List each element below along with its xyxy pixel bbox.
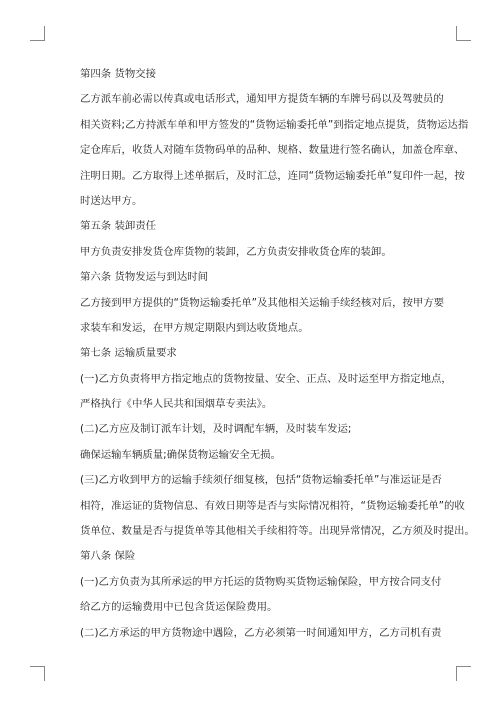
paragraph [80,474,475,538]
document-body [80,68,475,652]
paragraph [80,93,469,208]
paragraph [80,550,420,563]
text-line: 给乙方的运输费用中已包含货运保险费用。 [80,601,278,614]
paragraph [80,220,420,233]
paragraph [80,347,420,360]
text-line: 定仓库后，收货人对随车货物码单的品种、规格、数量进行签名确认，加盖仓库章、 [80,144,465,157]
crop-mark-bottom-right [456,666,471,681]
text-line: 相符，准运证的货物信息、有效日期等是否与实际情况相符，“货物运输委托单”的收 [80,499,465,512]
text-line: 乙方接到甲方提供的“货物运输委托单”及其他相关运输手续经核对后，按甲方要 [80,296,445,309]
text-line: 第六条 货物发运与到达时间 [80,271,208,284]
paragraph [80,296,445,335]
text-line: 甲方负责安排发货仓库货物的装卸，乙方负责安排收货仓库的装卸。 [80,245,392,258]
text-line: 第七条 运输质量要求 [80,347,177,360]
text-line: 注明日期。乙方取得上述单据后，及时汇总，连同“货物运输委托单”复印件一起，按 [80,169,465,182]
paragraph [80,626,442,640]
paragraph [80,449,420,462]
crop-mark-bottom-left [30,666,45,681]
paragraph [80,372,452,411]
text-line: 第八条 保险 [80,550,136,563]
paragraph [80,575,442,614]
text-line: 乙方派车前必需以传真或电话形式，通知甲方提货车辆的车牌号码以及驾驶员的 [80,93,444,106]
text-line: 时送达甲方。 [80,194,143,207]
text-line: 第五条 装卸责任 [80,220,157,233]
text-line: (一)乙方负责为其所承运的甲方托运的货物购买货物运输保险，甲方按合同支付 [80,575,442,588]
text-line: (三)乙方收到甲方的运输手续须仔细复核，包括“货物运输委托单”与准运证是否 [80,474,442,487]
crop-mark-top-right [456,26,471,41]
paragraph [80,271,420,284]
text-line: 货单位、数量是否与提货单等其他相关手续相符等。出现异常情况，乙方须及时提出。 [80,525,475,538]
crop-mark-top-left [30,26,45,41]
paragraph [80,246,420,259]
text-line: 第四条 货物交接 [80,68,157,80]
text-line: (二)乙方应及制订派车计划，及时调配车辆，及时装车发运; [80,423,352,436]
text-line: 相关资料;乙方持派车单和甲方签发的“货物运输委托单”到指定地点提货，货物运达指 [80,118,469,131]
text-line: 求装车和发运，在甲方规定期限内到达收货地点。 [80,321,309,334]
text-line: (二)乙方承运的甲方货物途中遇险，乙方必须第一时间通知甲方，乙方司机有责 [80,626,442,639]
text-line: 确保运输车辆质量;确保货物运输安全无损。 [80,448,281,461]
text-line: (一)乙方负责将甲方指定地点的货物按量、安全、正点、及时运至甲方指定地点， [80,372,452,385]
text-line: 严格执行《中华人民共和国烟草专卖法》。 [80,398,273,411]
paragraph [80,423,420,436]
paragraph [80,68,420,81]
